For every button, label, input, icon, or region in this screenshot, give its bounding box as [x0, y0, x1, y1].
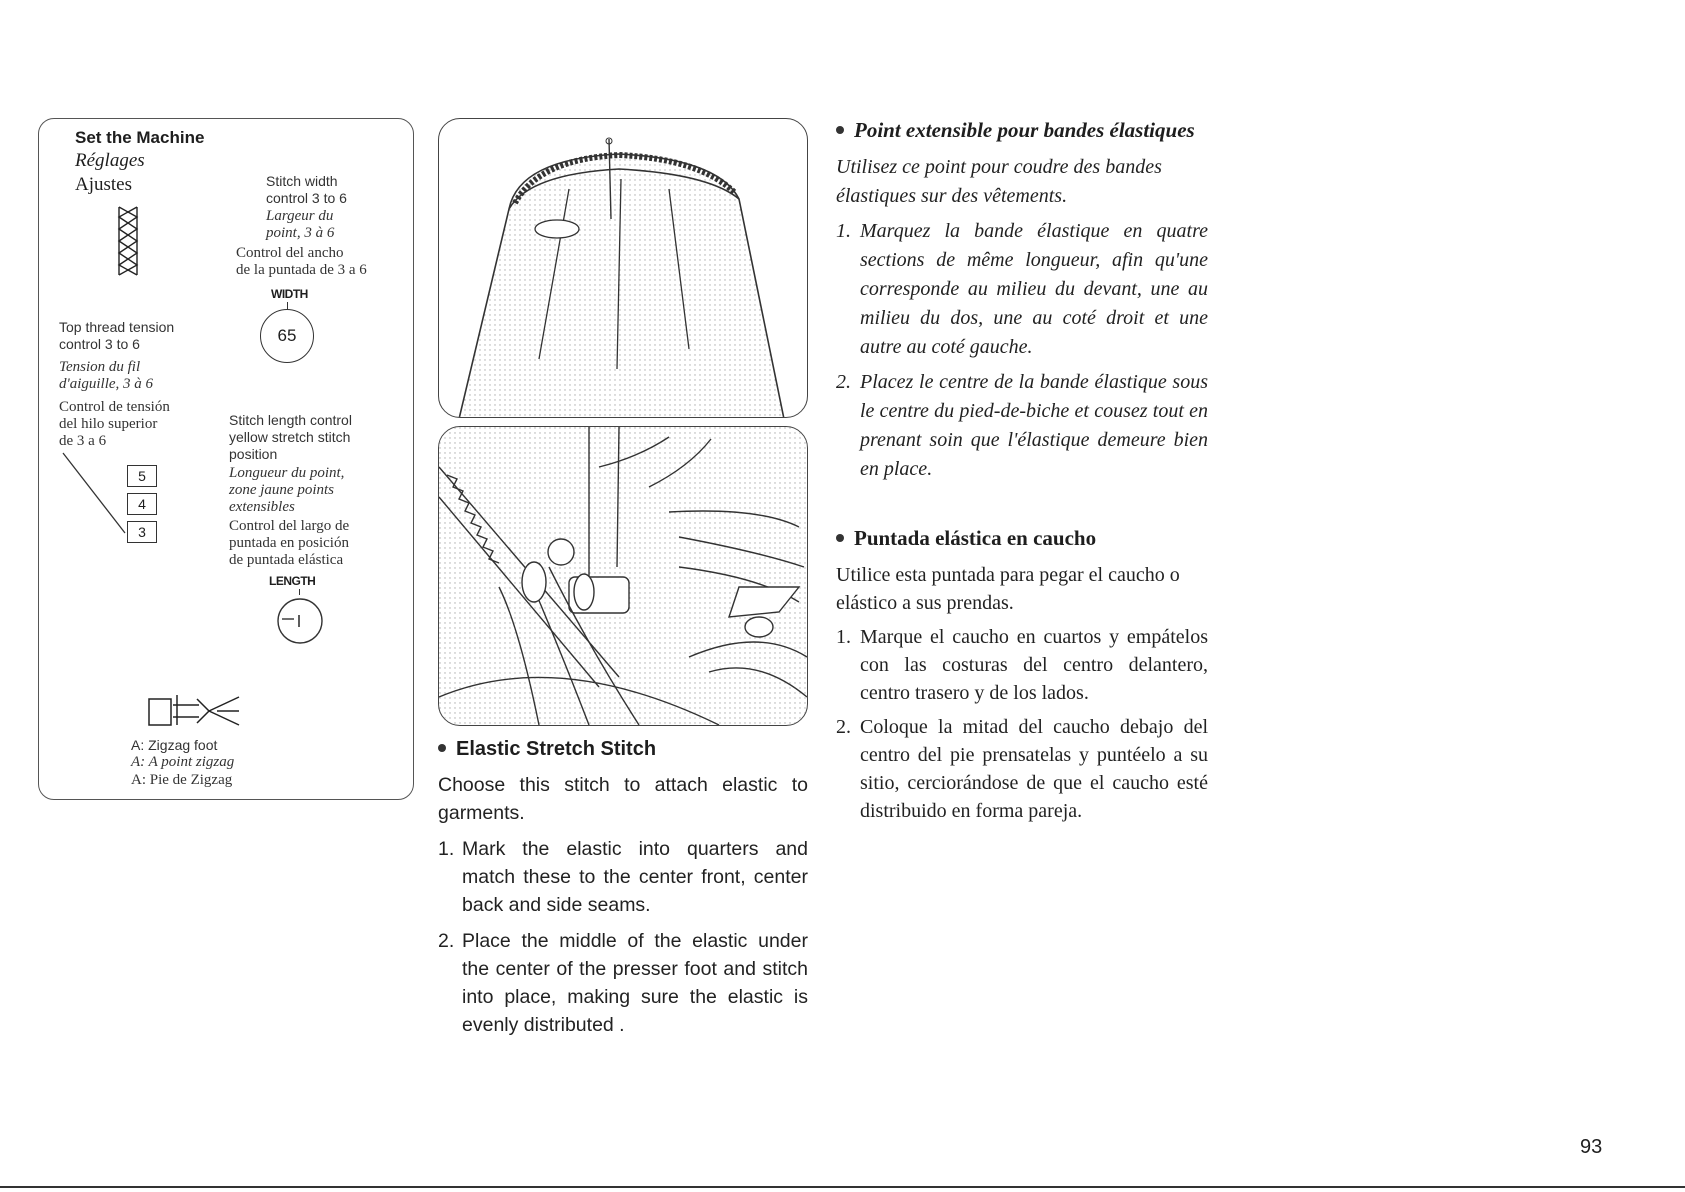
bullet-icon [836, 126, 844, 134]
french-section [836, 118, 1208, 484]
spanish-step-1: 1. Marque el caucho en cuartos y empátelos con las costuras del centro delantero, centro trasero y de los lados. [836, 626, 1208, 704]
presser-foot-sewing-drawing [439, 427, 807, 725]
garment-elastic-illustration [438, 118, 808, 418]
length-label-fr-1: Longueur du point, [229, 465, 345, 481]
english-step-2: 2. Place the middle of the elastic under the center of the presser foot and stitch into place, making sure the elastic is evenly distributed . [438, 930, 808, 1036]
length-dial-label: LENGTH [269, 574, 316, 588]
settings-title-es: Ajustes [75, 174, 132, 195]
english-intro: Choose this stitch to attach elastic to garments. [438, 774, 808, 824]
width-dial: 65 [260, 309, 314, 363]
width-label-es-2: de la puntada de 3 a 6 [236, 262, 367, 278]
spanish-step-2: 2. Coloque la mitad del caucho debajo del centro del pie prensatelas y puntéelo a su sitio, cerciorándose de que el caucho esté distribuido en forma pareja. [836, 716, 1208, 822]
spanish-heading: Puntada elástica en caucho [836, 526, 1208, 551]
tension-leader-line [61, 451, 131, 541]
length-label-en-2: yellow stretch stitch [229, 429, 351, 445]
sewing-elastic-illustration [438, 426, 808, 726]
spanish-intro: Utilice esta puntada para pegar el caucho o elástico a sus prendas. [836, 564, 1180, 614]
foot-label-en: A: Zigzag foot [131, 737, 218, 753]
tension-label-es-1: Control de tensión [59, 399, 170, 415]
bottom-rule [0, 1186, 1685, 1188]
width-label-fr-1: Largeur du [266, 208, 334, 224]
stretch-stitch-pattern-icon [117, 205, 139, 277]
settings-title-fr: Réglages [75, 150, 145, 171]
bullet-icon [438, 744, 446, 752]
bullet-icon [836, 534, 844, 542]
tension-label-es-3: de 3 a 6 [59, 433, 107, 449]
length-label-es-1: Control del largo de [229, 518, 350, 534]
page-number: 93 [1580, 1136, 1603, 1158]
length-label-en-3: position [229, 446, 278, 462]
zigzag-foot-icon [147, 691, 267, 729]
tension-scale-mark: 5 [127, 465, 157, 487]
settings-title-en: Set the Machine [75, 128, 205, 147]
width-label-es-1: Control del ancho [236, 245, 344, 261]
length-label-es-3: de puntada elástica [229, 552, 344, 568]
english-step-1: 1. Mark the elastic into quarters and match these to the center front, center back and side seams. [438, 838, 808, 916]
length-label-es-2: puntada en posición [229, 535, 349, 551]
french-step-1: 1. Marquez la bande élastique en quatre sections de même longueur, afin qu'une corresponde au milieu du devant, une au milieu du dos, une au coté droit et une autre au coté gauche. [836, 220, 1208, 358]
french-step-2: 2. Placez le centre de la bande élastique sous le centre du pied-de-biche et cousez tout en prenant soin que l'élastique demeure bien en place. [836, 371, 1208, 480]
tension-scale-mark: 3 [127, 521, 157, 543]
french-heading: Point extensible pour bandes élastiques [836, 118, 1208, 143]
width-dial-label: WIDTH [271, 287, 308, 301]
foot-label-es: A: Pie de Zigzag [131, 772, 233, 788]
length-dial [276, 597, 324, 645]
length-label-fr-2: zone jaune points [229, 482, 334, 498]
width-label-en-1: Stitch width [266, 173, 338, 189]
tension-dial-scale [127, 465, 157, 543]
length-label-fr-3: extensibles [229, 499, 295, 515]
tension-scale-mark: 4 [127, 493, 157, 515]
english-heading: Elastic Stretch Stitch [438, 738, 808, 761]
width-label-fr-2: point, 3 à 6 [266, 225, 335, 241]
tension-label-en-2: control 3 to 6 [59, 336, 140, 352]
spanish-section [836, 526, 1208, 825]
tension-label-fr-1: Tension du fil [59, 359, 141, 375]
french-intro: Utilisez ce point pour coudre des bandes élastiques sur des vêtements. [836, 156, 1162, 207]
foot-label-fr: A: A point zigzag [131, 754, 235, 770]
tension-label-es-2: del hilo superior [59, 416, 158, 432]
english-section [438, 738, 808, 1039]
length-label-en-1: Stitch length control [229, 412, 352, 428]
tension-label-en-1: Top thread tension [59, 319, 175, 335]
length-dial-pointer [299, 589, 300, 595]
machine-settings-box [38, 118, 414, 800]
garment-waistband-drawing [439, 119, 807, 417]
width-label-en-2: control 3 to 6 [266, 190, 347, 206]
tension-label-fr-2: d'aiguille, 3 à 6 [59, 376, 154, 392]
